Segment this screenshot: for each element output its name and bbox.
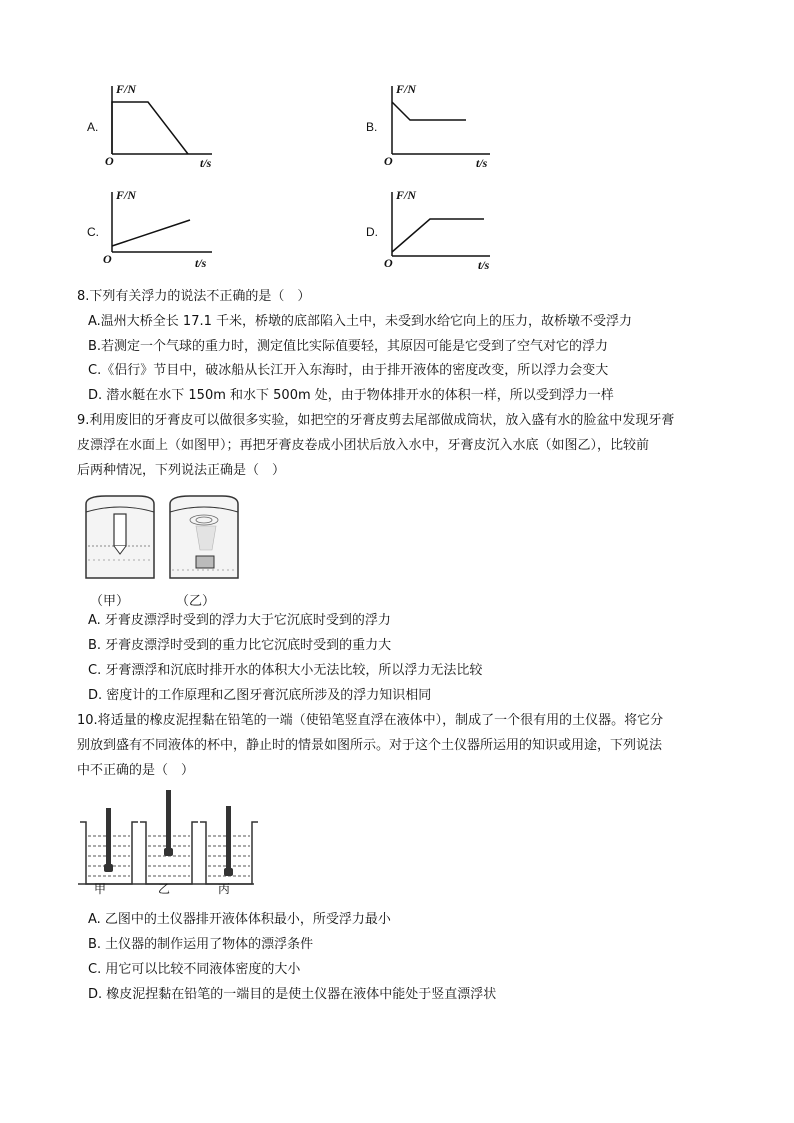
graph-a-ylabel: F/N [116,82,137,96]
graph-d-ylabel: F/N [396,188,417,202]
q8-option-d: D. 潜水艇在水下 150m 和水下 500m 处，由于物体排开水的体积一样，所以受到浮力一样 [88,388,614,403]
graph-c-xlabel: t/s [195,256,207,270]
graph-d-label: D. [366,225,378,239]
q10-option-a: A. 乙图中的土仪器排开液体体积最小，所受浮力最小 [88,912,391,927]
q8-stem: 8.下列有关浮力的说法不正确的是（ ） [77,289,311,304]
q8-option-b: B.若测定一个气球的重力时，测定值比实际值要轻，其原因可能是它受到了空气对它的浮力 [88,339,609,354]
graph-c-ylabel: F/N [116,188,137,202]
q10-stem-line-1: 10.将适量的橡皮泥捏黏在铅笔的一端（使铅笔竖直浮在液体中），制成了一个很有用的土仪器。将它分 [77,713,664,728]
q10-stem-line-2: 别放到盛有不同液体的杯中，静止时的情景如图所示。对于这个土仪器所运用的知识或用途，下列说法 [77,738,663,753]
graph-b-xlabel: t/s [476,156,488,170]
q8-option-c: C.《侣行》节目中，破冰船从长江开入东海时，由于排开液体的密度改变，所以浮力会变大 [88,363,609,378]
q9-stem-line-3: 后两种情况，下列说法正确是（ ） [77,463,286,478]
graph-a-origin: O [105,154,114,168]
graph-c-label: C. [87,225,99,239]
q10-option-d: D. 橡皮泥捏黏在铅笔的一端目的是使土仪器在液体中能处于竖直漂浮状 [88,987,497,1002]
graph-d-origin: O [384,256,393,270]
q9-option-c: C. 牙膏漂浮和沉底时排开水的体积大小无法比较，所以浮力无法比较 [88,663,483,678]
q9-option-a: A. 牙膏皮漂浮时受到的浮力大于它沉底时受到的浮力 [88,613,391,628]
graph-c-origin: O [103,252,112,266]
graph-a-curve [112,102,188,154]
graph-b-ylabel: F/N [396,82,417,96]
graph-c-curve [112,220,190,246]
q9-caption-jia: （甲） [90,594,130,609]
graph-d-xlabel: t/s [478,258,490,272]
q9-option-b: B. 牙膏皮漂浮时受到的重力比它沉底时受到的重力大 [88,638,392,653]
q8-option-a: A.温州大桥全长 17.1 千米，桥墩的底部陷入土中，未受到水给它向上的压力，故桥墩不受浮力 [88,314,633,329]
q9-beakers-figure [76,490,256,590]
beaker-jia [86,496,154,578]
graph-b-origin: O [384,154,393,168]
cup-jia [80,808,138,884]
cup-yi [140,790,198,884]
beaker-yi [170,496,238,578]
graph-b-label: B. [366,120,378,134]
q10-caption-bing: 丙 [218,882,231,896]
q9-stem-line-2: 皮漂浮在水面上（如图甲）；再把牙膏皮卷成小团状后放入水中，牙膏皮沉入水底（如图乙），比较前 [77,438,650,453]
q10-option-c: C. 用它可以比较不同液体密度的大小 [88,962,301,977]
q10-caption-jia: 甲 [94,882,107,896]
q10-caption-yi: 乙 [158,882,171,896]
q9-caption-yi: （乙） [176,594,216,609]
graph-d-curve [392,219,484,252]
graph-b-curve [392,102,466,120]
cup-bing [200,806,258,884]
q10-option-b: B. 土仪器的制作运用了物体的漂浮条件 [88,937,314,952]
q9-option-d: D. 密度计的工作原理和乙图牙膏沉底所涉及的浮力知识相同 [88,688,432,703]
q10-stem-line-3: 中不正确的是（ ） [77,763,195,778]
graph-a-label: A. [87,120,99,134]
q9-stem-line-1: 9.利用废旧的牙膏皮可以做很多实验，如把空的牙膏皮剪去尾部做成筒状，放入盛有水的脸盆中发现牙膏 [77,413,675,428]
graph-a-xlabel: t/s [200,156,212,170]
